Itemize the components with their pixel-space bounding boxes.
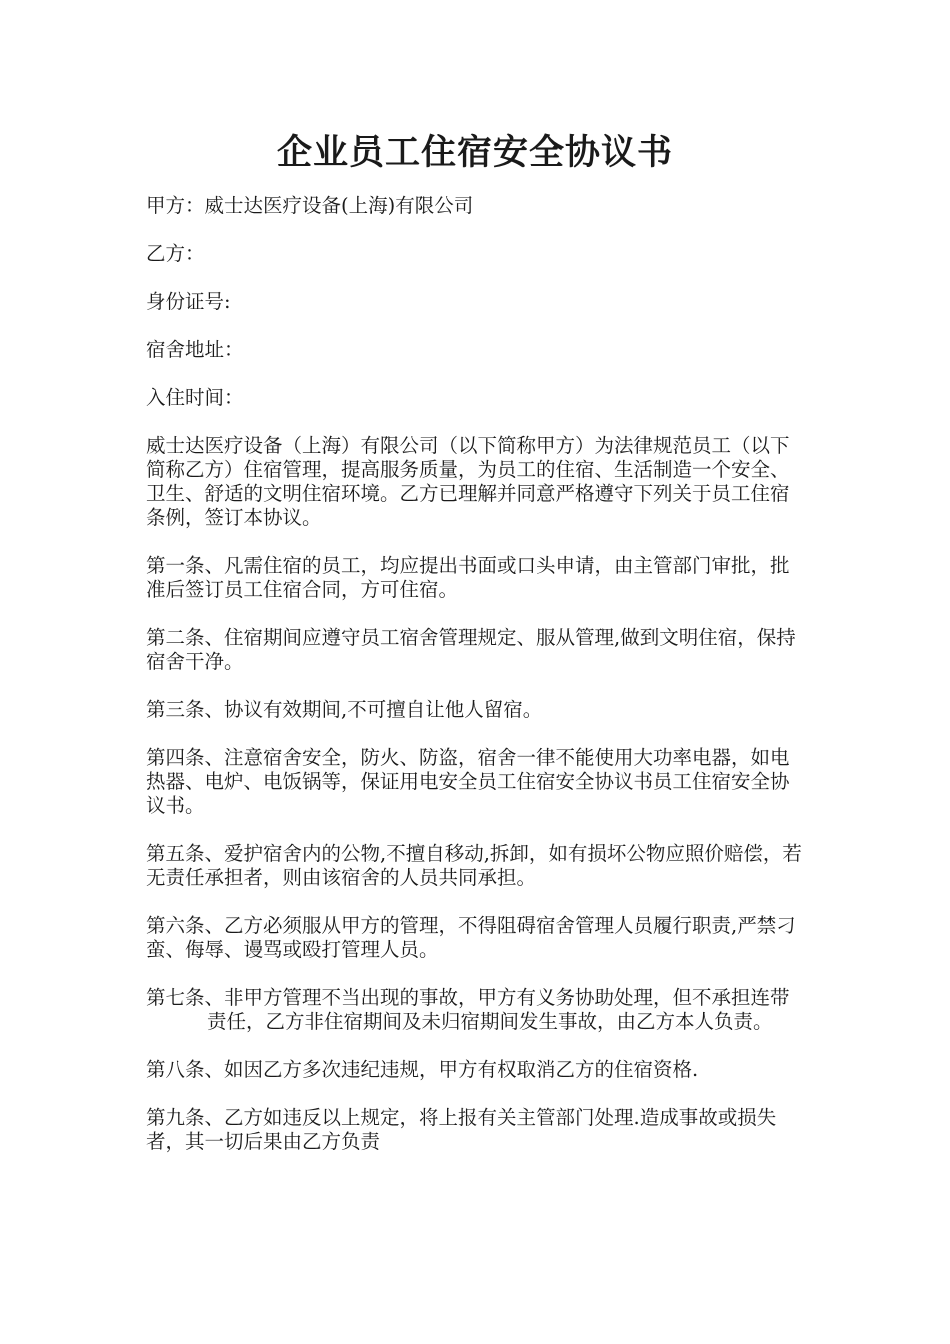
intro-paragraph: 威士达医疗设备（上海）有限公司（以下简称甲方）为法律规范员工（以下简称乙方）住宿管理，提高服务质量，为员工的住宿、生活制造一个安全、卫生、舒适的文明住宿环境。乙方已理解并同意严格遵守下列关于员工住宿条例，签订本协议。 (146, 434, 790, 529)
article-2: 第二条、住宿期间应遵守员工宿舍管理规定、服从管理,做到文明住宿，保持宿舍干净。 (146, 626, 796, 673)
check-in-time-field: 入住时间： (146, 386, 244, 409)
document-body (146, 194, 806, 1178)
party-a-field: 甲方：威士达医疗设备(上海)有限公司 (146, 194, 474, 217)
article-5: 第五条、爱护宿舍内的公物,不擅自移动,拆卸，如有损坏公物应照价赔偿，若无责任承担者，则由该宿舍的人员共同承担。 (146, 842, 802, 889)
article-9: 第九条、乙方如违反以上规定，将上报有关主管部门处理.造成事故或损失者，其一切后果由乙方负责 (146, 1106, 777, 1153)
article-4: 第四条、注意宿舍安全，防火、防盗，宿舍一律不能使用大功率电器，如电热器、电炉、电饭锅等，保证用电安全员工住宿安全协议书员工住宿安全协议书。 (146, 746, 790, 817)
article-3: 第三条、协议有效期间,不可擅自让他人留宿。 (146, 698, 543, 721)
article-6: 第六条、乙方必须服从甲方的管理，不得阻碍宿舍管理人员履行职责,严禁刁蛮、侮辱、谩骂或殴打管理人员。 (146, 914, 796, 961)
dormitory-address-field: 宿舍地址： (146, 338, 244, 361)
document-title: 企业员工住宿安全协议书 (276, 132, 673, 173)
article-8: 第八条、如因乙方多次违纪违规，甲方有权取消乙方的住宿资格. (146, 1058, 699, 1081)
party-b-field: 乙方： (146, 242, 205, 265)
article-7: 第七条、非甲方管理不当出现的事故，甲方有义务协助处理，但不承担连带责任，乙方非住宿期间及未归宿期间发生事故，由乙方本人负责。 (146, 986, 790, 1033)
id-number-field: 身份证号: (146, 290, 231, 313)
article-1: 第一条、凡需住宿的员工，均应提出书面或口头申请，由主管部门审批，批准后签订员工住宿合同，方可住宿。 (146, 554, 790, 601)
